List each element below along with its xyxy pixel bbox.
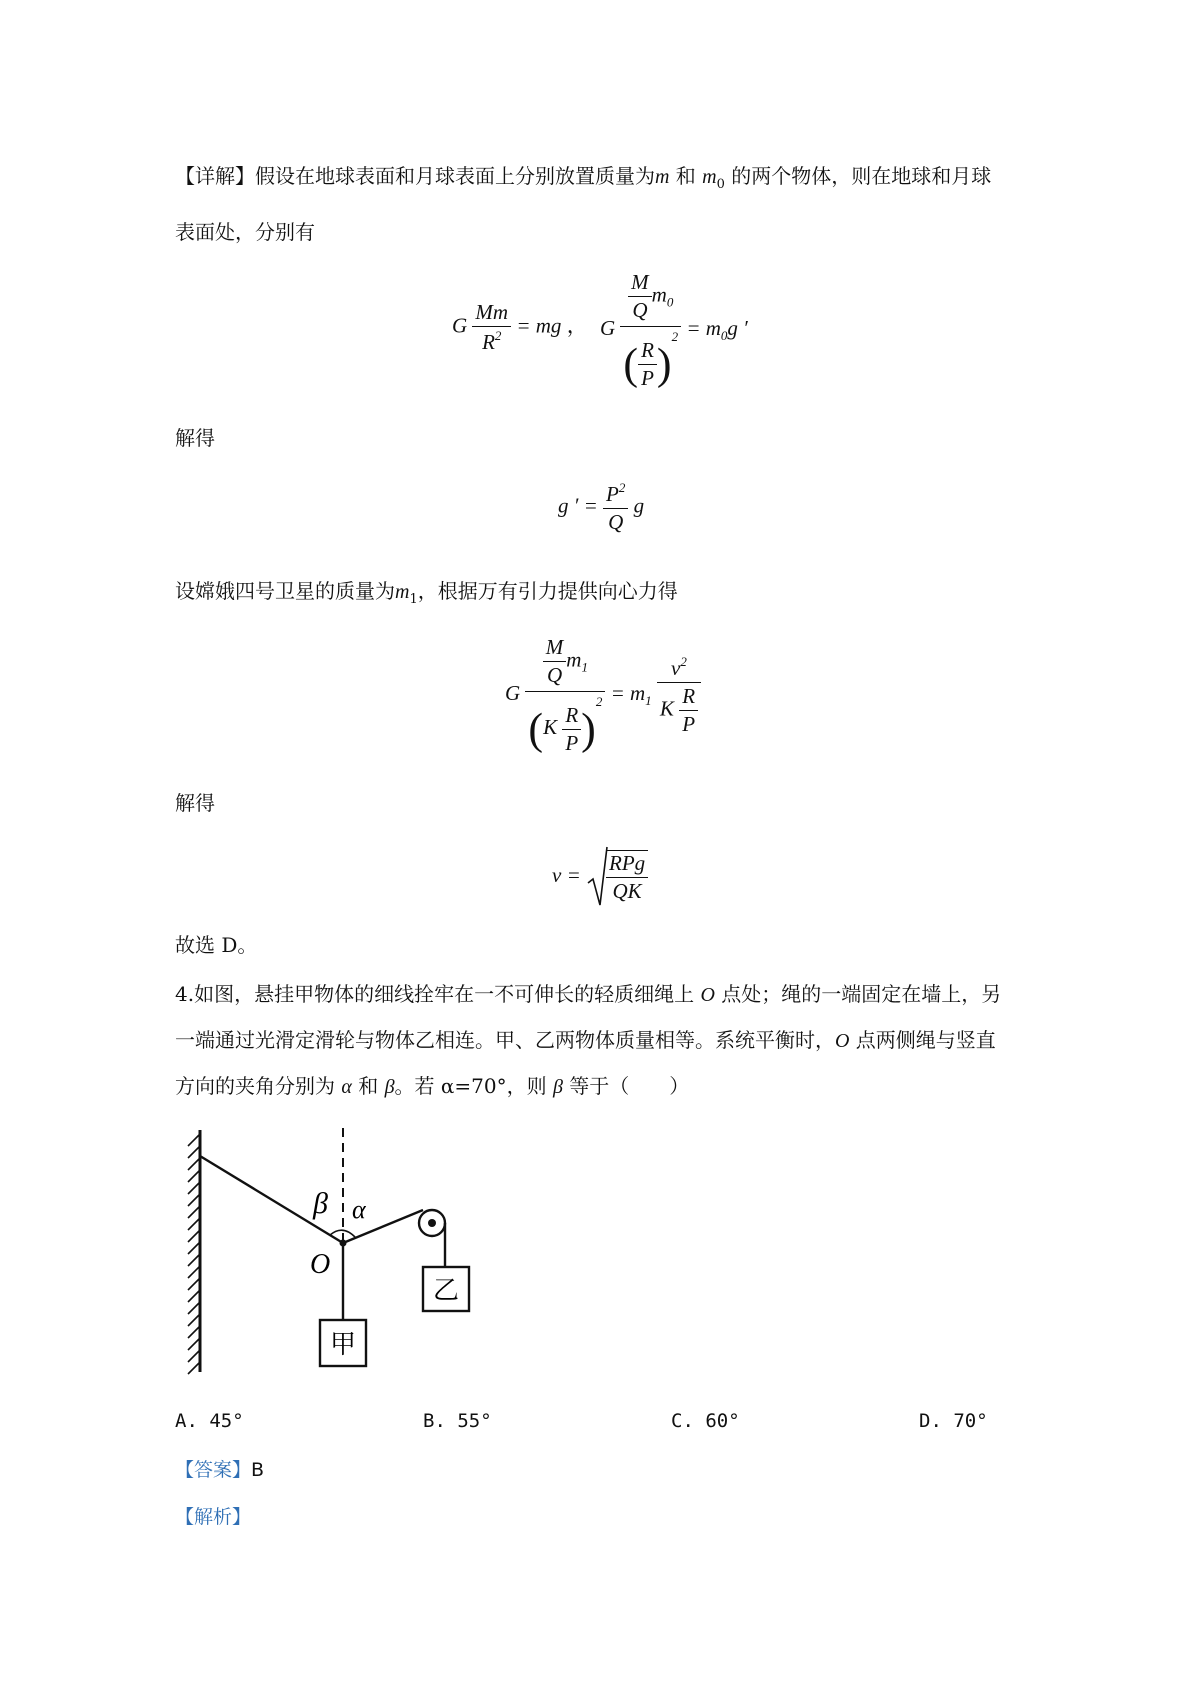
analysis-line — [175, 1505, 251, 1530]
pulley-figure — [180, 1120, 520, 1385]
eq3-K2: K — [659, 696, 674, 721]
satellite-line — [175, 578, 678, 609]
equation-g-prime — [558, 480, 644, 535]
eq3-P2: P — [682, 711, 696, 736]
detail-tag: 【详解】 — [175, 164, 255, 188]
q4-text-3d: 等于（ ） — [562, 1074, 690, 1098]
eq1-rhs2-sub: 0 — [720, 328, 728, 344]
eq2-lhs: g ′ = — [558, 493, 598, 518]
eq4-lhs: v = — [552, 862, 581, 887]
equation-gravity-moon — [600, 270, 748, 391]
eq3-rhs-sub: 1 — [645, 693, 652, 709]
q4-line-3 — [175, 1073, 689, 1100]
eq3-v-sup: 2 — [680, 653, 687, 669]
var-m0-sub: 0 — [716, 177, 725, 192]
eq1-den-sup: 2 — [494, 328, 502, 343]
eq1-fraction — [472, 300, 511, 355]
eq3-big-fraction: $\frac{M}{Q}$ $m_1$ (K $\frac{R}{P}$ )$^2$ — [525, 635, 605, 756]
eq1-Q: Q — [632, 298, 648, 322]
q4-text-3b: 和 — [351, 1074, 385, 1098]
eq1-RP — [638, 338, 657, 391]
eq2-den: Q — [608, 510, 624, 534]
label-beta: β — [313, 1187, 328, 1220]
eq1-m0-sub: 0 — [666, 294, 674, 310]
eq3-rhs: = m — [610, 681, 646, 706]
eq1-P: P — [641, 365, 654, 390]
eq4-fraction — [606, 850, 648, 904]
eq1-R: R — [638, 338, 657, 365]
label-alpha: α — [352, 1195, 366, 1224]
eq2-tail: g — [633, 493, 645, 518]
detail-line-1 — [175, 163, 991, 194]
q4-text-2b: 点两侧绳与竖直 — [849, 1028, 996, 1052]
var-m: m — [655, 166, 670, 188]
eq3-P: P — [565, 730, 579, 755]
option-b[interactable]: B. 55° — [423, 1410, 492, 1432]
eq3-R2: R — [679, 684, 698, 711]
equation-centripetal — [505, 635, 701, 756]
sat-text-a: 设嫦娥四号卫星的质量为 — [175, 579, 395, 603]
label-O: O — [310, 1249, 331, 1280]
detail-and: 和 — [669, 164, 703, 188]
eq3-MQ — [543, 635, 567, 688]
eq1-G2: G — [600, 316, 616, 341]
eq3-m1-sub: 1 — [581, 659, 588, 675]
equation-gravity-earth — [452, 300, 588, 355]
q4-line-1 — [175, 981, 1001, 1008]
eq4-num: RPg — [606, 851, 648, 878]
eq3-RP2 — [679, 684, 698, 737]
option-d[interactable]: D. 70° — [919, 1410, 988, 1432]
eq3-RP — [562, 703, 581, 756]
eq1-big-fraction: $\frac{M}{Q}$ $m_0$ ( $\frac{R}{P}$ )$^2$ — [620, 270, 681, 391]
eq3-v: v — [671, 655, 681, 680]
eq1-G: G — [452, 313, 468, 338]
eq1-m0: m — [651, 282, 667, 307]
answer-value: B — [251, 1459, 265, 1481]
eq4-den: QK — [612, 879, 642, 903]
detail-text-1a: 假设在地球表面和月球表面上分别放置质量为 — [255, 164, 655, 188]
eq3-square: 2 — [595, 694, 603, 709]
analysis-tag: 【解析】 — [175, 1506, 252, 1528]
eq1-rhs2-tail: g ′ — [727, 316, 748, 341]
eq3-M: M — [543, 635, 567, 662]
eq2-num-sup: 2 — [618, 480, 626, 495]
eq3-m1: m — [566, 647, 582, 672]
answer-line — [175, 1458, 264, 1483]
q4-line-2 — [175, 1027, 996, 1054]
eq3-v-fraction — [657, 654, 701, 737]
eq1-square: 2 — [671, 329, 679, 344]
eq1-MQ — [628, 270, 652, 323]
answer-tag: 【答案】 — [175, 1459, 252, 1481]
q4-text-3a: 方向的夹角分别为 — [175, 1074, 342, 1098]
detail-line-2: 表面处，分别有 — [175, 220, 315, 244]
eq1-den: R — [482, 330, 495, 354]
sat-m1: m — [395, 581, 410, 603]
q4-text-3c: 。若 α=70°，则 — [394, 1074, 553, 1098]
pulley-axle — [428, 1219, 436, 1227]
solve-2: 解得 — [175, 791, 215, 815]
eq1-rhs: = mg — [516, 313, 562, 338]
q4-beta: β — [384, 1076, 395, 1098]
q4-alpha: α — [341, 1076, 352, 1098]
solve-1: 解得 — [175, 426, 215, 450]
option-c[interactable]: C. 60° — [671, 1410, 740, 1432]
eq3-Q: Q — [546, 663, 563, 687]
q4-text-2a: 一端通过光滑定滑轮与物体乙相连。甲、乙两物体质量相等。系统平衡时， — [175, 1028, 835, 1052]
q4-text-1a: 4.如图，悬挂甲物体的细线拴牢在一不可伸长的轻质细绳上 — [175, 982, 701, 1006]
eq3-R: R — [562, 703, 581, 730]
sat-m1-sub: 1 — [409, 592, 418, 607]
var-m0: m — [702, 166, 717, 188]
sqrt-sign-icon — [586, 845, 608, 909]
option-a[interactable]: A. 45° — [175, 1410, 244, 1432]
label-jia: 甲 — [329, 1330, 357, 1360]
q4-beta-2: β — [552, 1076, 563, 1098]
eq2-num: P — [606, 482, 619, 506]
label-yi: 乙 — [432, 1276, 460, 1306]
eq1-M: M — [628, 270, 652, 297]
eq1-num: Mm — [472, 300, 511, 327]
detail-text-1b: 的两个物体，则在地球和月球 — [724, 164, 992, 188]
equation-velocity — [552, 845, 648, 909]
choose-line: 故选 D。 — [175, 933, 258, 957]
sat-text-b: ，根据万有引力提供向心力得 — [417, 579, 678, 603]
eq3-K: K — [543, 715, 558, 739]
eq1-rhs2: = m — [686, 316, 721, 341]
eq1-comma: ， — [566, 313, 588, 338]
q4-O: O — [700, 984, 715, 1006]
eq2-fraction — [603, 480, 628, 535]
q4-O2: O — [835, 1030, 850, 1052]
eq3-G: G — [505, 681, 521, 706]
wall-hatch — [188, 1134, 200, 1374]
q4-text-1b: 点处；绳的一端固定在墙上，另 — [714, 982, 1002, 1006]
